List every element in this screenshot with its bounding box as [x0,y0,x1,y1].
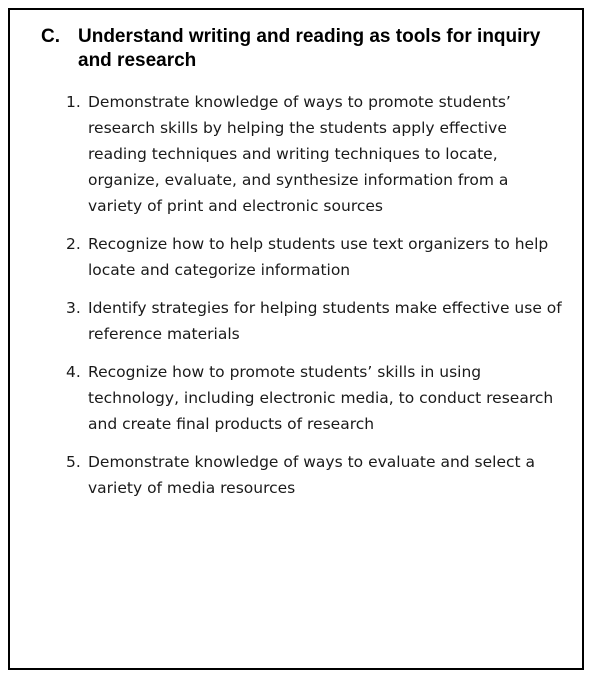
list-item [66,295,566,347]
objective-list [66,89,566,513]
section-letter: C. [41,26,60,47]
list-item [66,359,566,437]
section-heading [41,25,561,73]
list-item [66,89,566,219]
item-text: Recognize how to promote students’ skills in using technology, including electronic media, to conduct research and create final products of research [88,363,554,433]
item-text: Recognize how to help students use text organizers to help locate and categorize information [88,235,549,279]
item-number: 3. [66,299,81,317]
item-number: 4. [66,363,81,381]
item-number: 2. [66,235,81,253]
item-text: Identify strategies for helping students make effective use of reference materials [88,299,562,343]
section-title: Understand writing and reading as tools for inquiry and research [78,26,541,71]
item-text: Demonstrate knowledge of ways to promote students’ research skills by helping the students apply effective reading techniques and writing techniques to locate, organize, evaluate, and synthesize information from a variety of print and electronic sources [88,93,511,215]
item-text: Demonstrate knowledge of ways to evaluate and select a variety of media resources [88,453,536,497]
list-item [66,231,566,283]
item-number: 5. [66,453,81,471]
list-item [66,449,566,501]
item-number: 1. [66,93,81,111]
